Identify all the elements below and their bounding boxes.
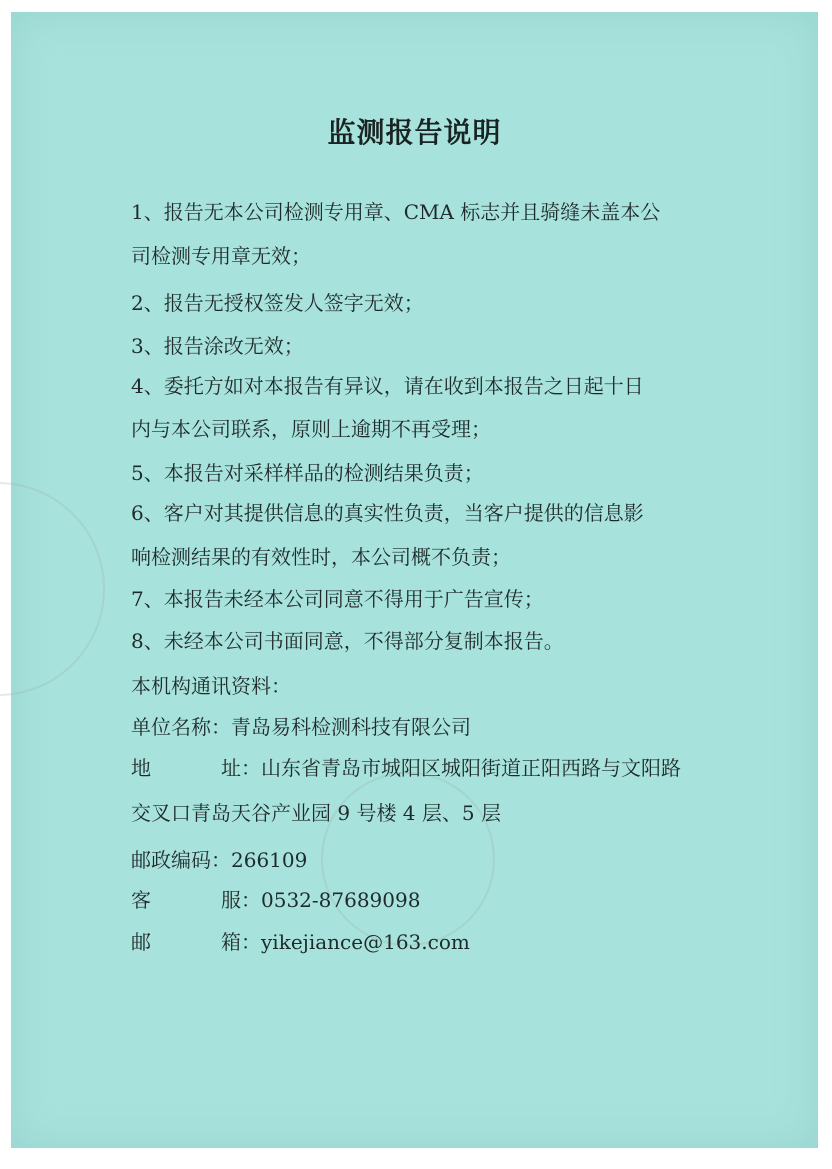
address-label-a: 地: [131, 756, 151, 780]
notice-item-6: 6、客户对其提供信息的真实性负责，当客户提供的信息影: [131, 501, 644, 525]
service-label-b: 服：: [221, 888, 261, 912]
email-address: yikejiance@163.com: [261, 930, 470, 954]
notice-item-8: 8、未经本公司书面同意，不得部分复制本报告。: [131, 629, 564, 653]
service-phone: 0532-87689098: [261, 888, 421, 912]
notice-item-2: 2、报告无授权签发人签字无效；: [131, 291, 424, 315]
document-page: [11, 12, 818, 1148]
email-row: [131, 930, 470, 954]
contact-heading: 本机构通讯资料：: [131, 674, 291, 698]
service-row: [131, 888, 420, 912]
notice-item-4-cont: 内与本公司联系，原则上逾期不再受理；: [131, 417, 491, 441]
faint-seal-mark: [321, 772, 495, 946]
notice-item-6-cont: 响检测结果的有效性时，本公司概不负责；: [131, 545, 511, 569]
service-label-a: 客: [131, 888, 151, 912]
address-label-b: 址：: [221, 756, 261, 780]
address-line-1: 山东省青岛市城阳区城阳街道正阳西路与文阳路: [261, 756, 681, 780]
address-line-2: 交叉口青岛天谷产业园 9 号楼 4 层、5 层: [131, 801, 501, 825]
notice-item-7: 7、本报告未经本公司同意不得用于广告宣传；: [131, 587, 544, 611]
notice-item-5: 5、本报告对采样样品的检测结果负责；: [131, 461, 484, 485]
notice-item-1-cont: 司检测专用章无效；: [131, 244, 311, 268]
postcode-label: 邮政编码：: [131, 848, 231, 872]
email-label-a: 邮: [131, 930, 151, 954]
postcode-row: [131, 848, 307, 872]
faint-seal-mark: [0, 482, 105, 696]
company-label: 单位名称：: [131, 715, 231, 739]
company-row: [131, 715, 471, 739]
company-name: 青岛易科检测科技有限公司: [231, 715, 471, 739]
notice-item-4: 4、委托方如对本报告有异议，请在收到本报告之日起十日: [131, 374, 644, 398]
postcode-value: 266109: [231, 848, 308, 872]
page-title: 监测报告说明: [327, 116, 502, 149]
notice-item-1: 1、报告无本公司检测专用章、CMA 标志并且骑缝未盖本公: [131, 200, 661, 224]
email-label-b: 箱：: [221, 930, 261, 954]
address-row: [131, 756, 681, 780]
notice-item-3: 3、报告涂改无效；: [131, 334, 304, 358]
